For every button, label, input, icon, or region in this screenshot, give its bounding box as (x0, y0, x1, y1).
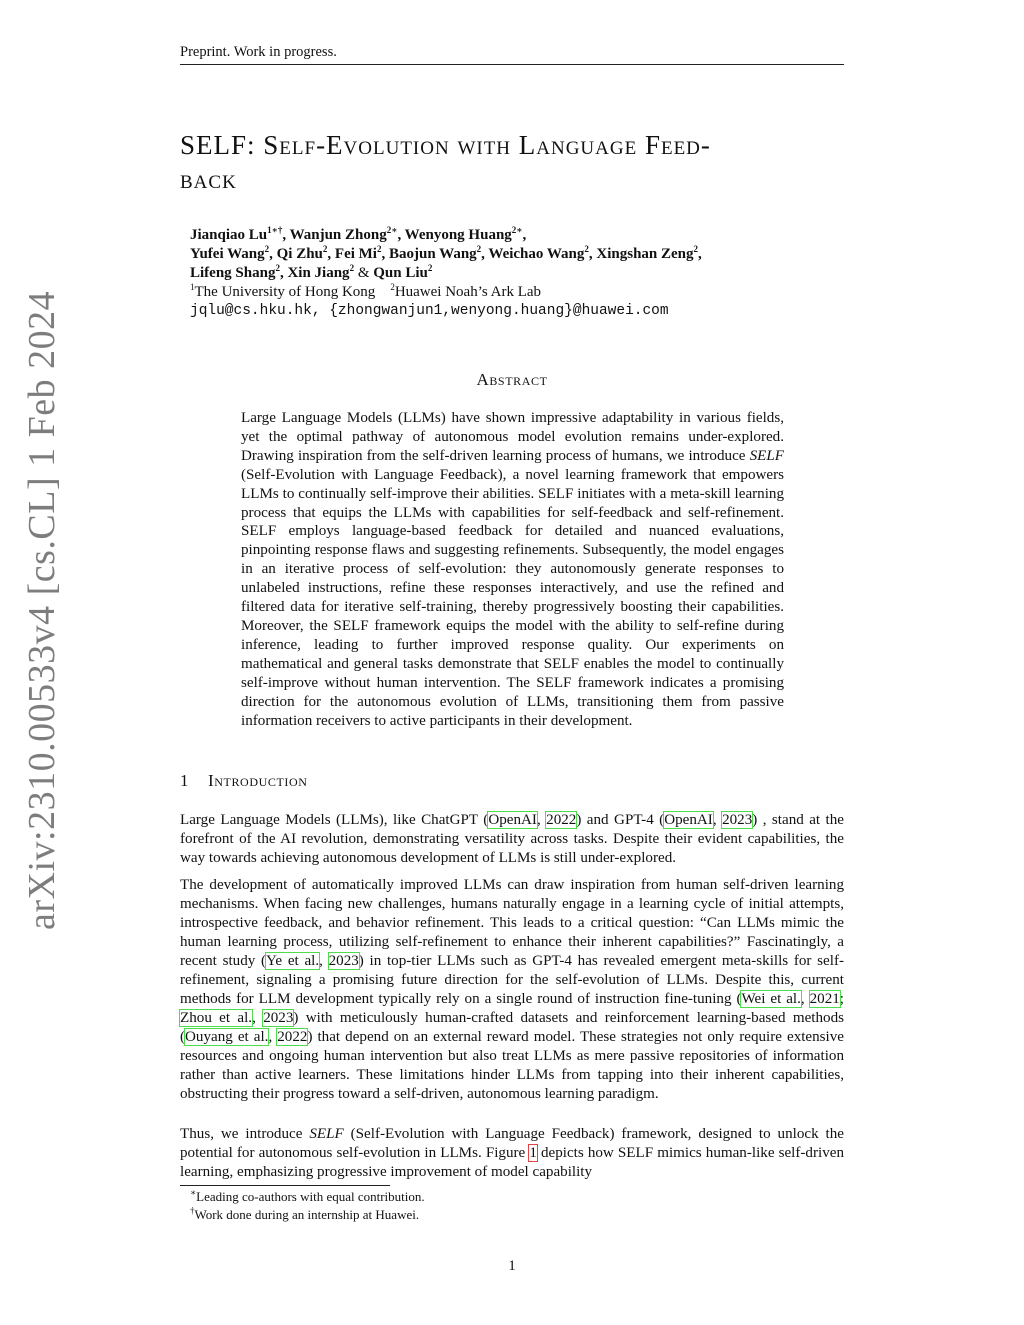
title-line-1: SELF: Self-Evolution with Language Feed- (180, 130, 711, 160)
footnote-rule (180, 1185, 390, 1186)
author-sep: , (522, 227, 527, 243)
section-title: Introduction (208, 771, 308, 790)
citation-link[interactable]: 2022 (277, 1029, 308, 1045)
paragraph-text: , (268, 1029, 278, 1045)
title-line-2: back (180, 164, 237, 194)
paragraph-text: The development of automatically improved LLMs can draw inspiration from human self-driven learning mechanisms. When facing new challenges, humans naturally engage in a learning cycle of initial attempts, introspective feedback, and behavior refinement. This leads to a critical question: “Can LLMs mimic the human learning process, utilizing self-refinement to enhance their inherent capabilities?” Fascinatingly, a recent study ( (180, 877, 844, 969)
abstract-text: Large Language Models (LLMs) have shown impressive adaptability in various fields, yet the optimal pathway of autonomous model evolution remains under-explored. Drawing inspiration from the self-driven learning process of humans, we introduce (241, 410, 784, 464)
affiliation-2: Huawei Noah’s Ark Lab (394, 284, 542, 300)
citation-link[interactable]: 2023 (722, 812, 753, 828)
section-heading (180, 771, 844, 791)
author-name: Qun Liu (373, 265, 428, 281)
abstract-text: (Self-Evolution with Language Feedback), a novel learning framework that empowers LLMs to continually self-improve their abilities. SELF initiates with a meta-skill learning process that equips the LLMs with capabilities for self-feedback and self-refinement. SELF employs language-based feedback for detailed and nuanced evaluations, pinpointing response flaws and suggesting refinements. Subsequently, the model engages in an iterative process of self-evolution: they autonomously generate responses to unlabeled instructions, refine these responses interactively, and use the refined and filtered data for iterative self-training, thereby progressively boosting their capabilities. Moreover, the SELF framework equips the model with the ability to self-refine during inference, leading to further improved response quality. Our experiments on mathematical and general tasks demonstrate that SELF enables the model to continually self-improve without human intervention. The SELF framework indicates a promising direction for the autonomous evolution of LLMs, transitioning them from passive information receivers to active participants in their development. (241, 466, 784, 729)
author-name: , Wanjun Zhong (282, 227, 387, 243)
paragraph-text: , (712, 812, 723, 828)
figure-ref-link[interactable]: 1 (529, 1145, 537, 1161)
intro-paragraph-1 (180, 811, 844, 868)
citation-link[interactable]: 2022 (546, 812, 577, 828)
citation-link[interactable]: Ouyang et al. (185, 1029, 269, 1045)
running-header: Preprint. Work in progress. (180, 44, 844, 65)
paragraph-text: ) in top-tier LLMs such as GPT-4 has revealed emergent meta-skills for self-refinement, signaling a promising future direction for the self-evolution of LLMs. Despite this, current methods for LLM development typically rely on a single round of instruction fine-tuning ( (180, 953, 844, 1007)
paragraph-text: ) with meticulously human-crafted datasets and reinforcement learning-based methods ( (180, 1010, 845, 1045)
paragraph-text: , (800, 991, 810, 1007)
author-sup: 2 (275, 263, 280, 273)
affiliation-sup: 2 (390, 282, 395, 292)
affiliation-sup: 1 (190, 282, 195, 292)
author-sup: 2∗ (511, 225, 523, 235)
author-sup: 2 (693, 244, 699, 254)
author-sup: 2 (584, 244, 589, 254)
footnote-text: Leading co-authors with equal contribution. (196, 1189, 425, 1204)
footnote-mark: ∗ (190, 1187, 197, 1198)
citation-link[interactable]: Zhou et al. (180, 1010, 253, 1026)
author-name: Jianqiao Lu (190, 227, 268, 243)
paragraph-emphasis: SELF (309, 1126, 344, 1142)
paragraph-text: , (252, 1010, 264, 1026)
abstract-emphasis: SELF (749, 447, 784, 464)
footnote-mark: † (190, 1205, 195, 1216)
citation-link[interactable]: Wei et al. (741, 991, 801, 1007)
author-sep: , (698, 246, 702, 262)
intro-paragraph-2 (180, 876, 844, 1104)
citation-link[interactable]: 2023 (263, 1010, 294, 1026)
paper-title (180, 128, 844, 196)
footnote-text: Work done during an internship at Huawei. (194, 1207, 420, 1222)
author-name: Yufei Wang (190, 246, 265, 262)
author-sup: 2 (476, 244, 482, 254)
author-sup: 2 (322, 244, 328, 254)
footnote-2 (190, 1206, 830, 1224)
author-sup: 2 (264, 244, 270, 254)
citation-link[interactable]: 2023 (328, 953, 359, 969)
intro-paragraph-3 (180, 1125, 844, 1182)
author-name: , Weichao Wang (481, 246, 585, 262)
citation-link[interactable]: Ye et al. (266, 953, 320, 969)
paragraph-text: ; (839, 991, 844, 1007)
paragraph-text: (Self-Evolution with Language Feedback) framework, designed to unlock the potential for autonomous self-evolution in LLMs. Figure (180, 1126, 844, 1161)
paragraph-text: ) and GPT-4 ( (576, 812, 665, 828)
author-ampersand: & (354, 265, 374, 281)
citation-link[interactable]: OpenAI (664, 812, 713, 828)
paragraph-text: ) that depend on an external reward model. These strategies not only require extensive resources and ongoing human intervention but also treat LLMs as mere passive repositories of information rather than active learners. These limitations hinder LLMs from tapping into their inherent capabilities, obstructing their progress toward a self-driven, autonomous learning paradigm. (180, 1029, 844, 1102)
citation-link[interactable]: 2021 (809, 991, 840, 1007)
author-line-1 (190, 226, 844, 245)
paragraph-text: Thus, we introduce (180, 1126, 310, 1142)
author-sup: 2∗ (386, 225, 398, 235)
paragraph-text: ) , stand at the forefront of the AI revolution, demonstrating versatility across tasks. Despite their evident capabilities, the way towards achieving autonomous development of LLMs is still under-explored. (180, 812, 844, 866)
author-emails: jqlu@cs.hku.hk, {zhongwanjun1,wenyong.huang}@huawei.com (190, 303, 669, 319)
footnotes (190, 1188, 830, 1224)
author-line-3 (190, 264, 844, 283)
author-sup: 2 (427, 263, 433, 273)
abstract-body (241, 409, 784, 730)
paragraph-text: , (319, 953, 329, 969)
section-number: 1 (180, 771, 190, 790)
author-name: , Xingshan Zeng (588, 246, 694, 262)
author-name: , Xin Jiang (279, 265, 350, 281)
author-name: , Qi Zhu (269, 246, 323, 262)
author-sup: 2 (349, 263, 355, 273)
paragraph-text: , (536, 812, 547, 828)
author-block (190, 226, 844, 321)
footnote-1 (190, 1188, 830, 1206)
page-number: 1 (508, 1258, 516, 1274)
citation-link[interactable]: OpenAI (488, 812, 537, 828)
author-sup: 1∗† (267, 225, 283, 235)
author-name: , Fei Mi (327, 246, 377, 262)
abstract-heading: Abstract (476, 370, 548, 389)
affiliation-1: The University of Hong Kong (194, 284, 376, 300)
arxiv-stamp: arXiv:2310.00533v4 [cs.CL] 1 Feb 2024 (21, 290, 63, 930)
paragraph-text: depicts how SELF mimics human-like self-driven learning, emphasizing progressive improvement of model capability (180, 1145, 844, 1180)
author-name: , Wenyong Huang (397, 227, 512, 243)
paragraph-text: Large Language Models (LLMs), like ChatGPT ( (180, 812, 489, 828)
author-name: , Baojun Wang (381, 246, 477, 262)
affiliations (190, 283, 844, 302)
author-name: Lifeng Shang (190, 265, 276, 281)
author-line-2 (190, 245, 844, 264)
author-sup: 2 (376, 244, 382, 254)
